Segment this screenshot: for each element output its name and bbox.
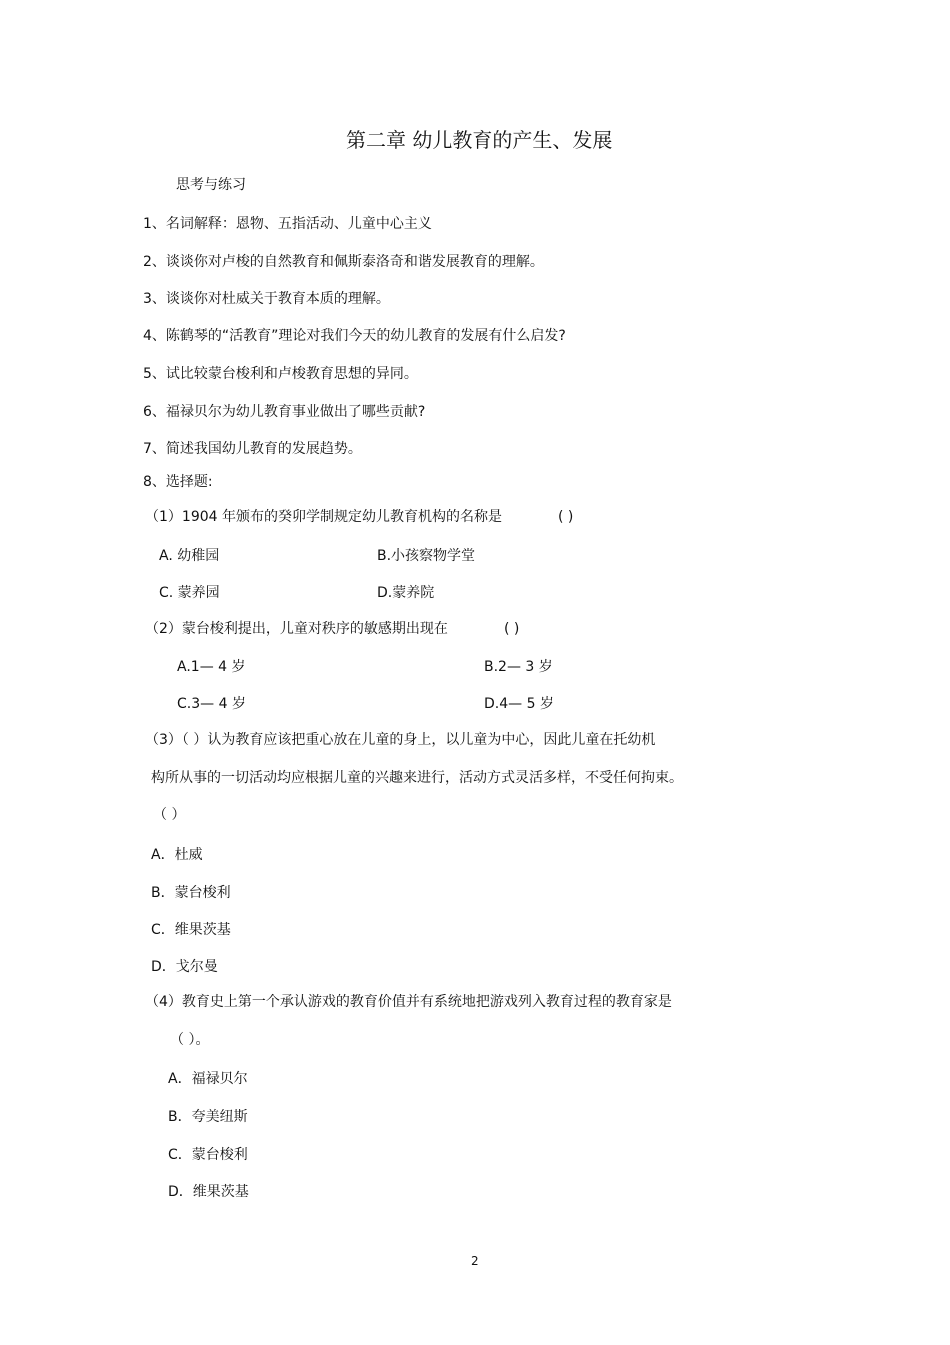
mc4-option-d: D．维果茨基 xyxy=(168,1184,249,1200)
mc2-stem: （2）蒙台梭利提出，儿童对秩序的敏感期出现在 xyxy=(145,621,448,637)
question-3: 3、谈谈你对杜威关于教育本质的理解。 xyxy=(143,291,390,307)
question-7: 7、简述我国幼儿教育的发展趋势。 xyxy=(143,441,362,457)
page-title: 第二章 幼儿教育的产生、发展 xyxy=(346,128,613,152)
mc2-answer-blank: ( ) xyxy=(504,621,520,637)
question-1: 1、名词解释：恩物、五指活动、儿童中心主义 xyxy=(143,216,432,232)
mc2-option-b: B.2— 3 岁 xyxy=(484,659,553,675)
mc4-answer-blank: （ ）。 xyxy=(170,1032,210,1048)
mc3-answer-blank: （ ） xyxy=(153,807,186,823)
mc3-option-a: A．杜威 xyxy=(151,847,203,863)
mc1-option-d: D.蒙养院 xyxy=(377,585,435,601)
mc3-option-c: C．维果茨基 xyxy=(151,922,231,938)
mc4-option-b: B．夸美纽斯 xyxy=(168,1109,248,1125)
question-5: 5、试比较蒙台梭利和卢梭教育思想的异同。 xyxy=(143,366,418,382)
mc3-stem-line1: （3）（ ）认为教育应该把重心放在儿童的身上，以儿童为中心，因此儿童在托幼机 xyxy=(145,732,656,748)
mc1-option-a: A. 幼稚园 xyxy=(159,548,220,564)
question-6: 6、福禄贝尔为幼儿教育事业做出了哪些贡献? xyxy=(143,404,426,420)
mc2-option-d: D.4— 5 岁 xyxy=(484,696,554,712)
mc3-option-d: D．戈尔曼 xyxy=(151,959,218,975)
question-8: 8、选择题: xyxy=(143,474,213,490)
question-2: 2、谈谈你对卢梭的自然教育和佩斯泰洛奇和谐发展教育的理解。 xyxy=(143,254,544,270)
mc4-stem: （4）教育史上第一个承认游戏的教育价值并有系统地把游戏列入教育过程的教育家是 xyxy=(145,994,672,1010)
mc1-option-c: C. 蒙养园 xyxy=(159,585,220,601)
mc1-answer-blank: ( ) xyxy=(558,509,574,525)
mc3-option-b: B．蒙台梭利 xyxy=(151,885,231,901)
mc4-option-a: A．福禄贝尔 xyxy=(168,1071,248,1087)
page-number: 2 xyxy=(471,1254,479,1268)
mc1-option-b: B.小孩察物学堂 xyxy=(377,548,476,564)
section-heading: 思考与练习 xyxy=(176,177,246,193)
mc4-option-c: C．蒙台梭利 xyxy=(168,1147,248,1163)
mc3-stem-line2: 构所从事的一切活动均应根据儿童的兴趣来进行，活动方式灵活多样，不受任何拘束。 xyxy=(151,770,683,786)
mc1-stem: （1）1904 年颁布的癸卯学制规定幼儿教育机构的名称是 xyxy=(145,509,502,525)
question-4: 4、陈鹤琴的“活教育”理论对我们今天的幼儿教育的发展有什么启发? xyxy=(143,328,566,344)
mc2-option-a: A.1— 4 岁 xyxy=(177,659,246,675)
mc2-option-c: C.3— 4 岁 xyxy=(177,696,246,712)
